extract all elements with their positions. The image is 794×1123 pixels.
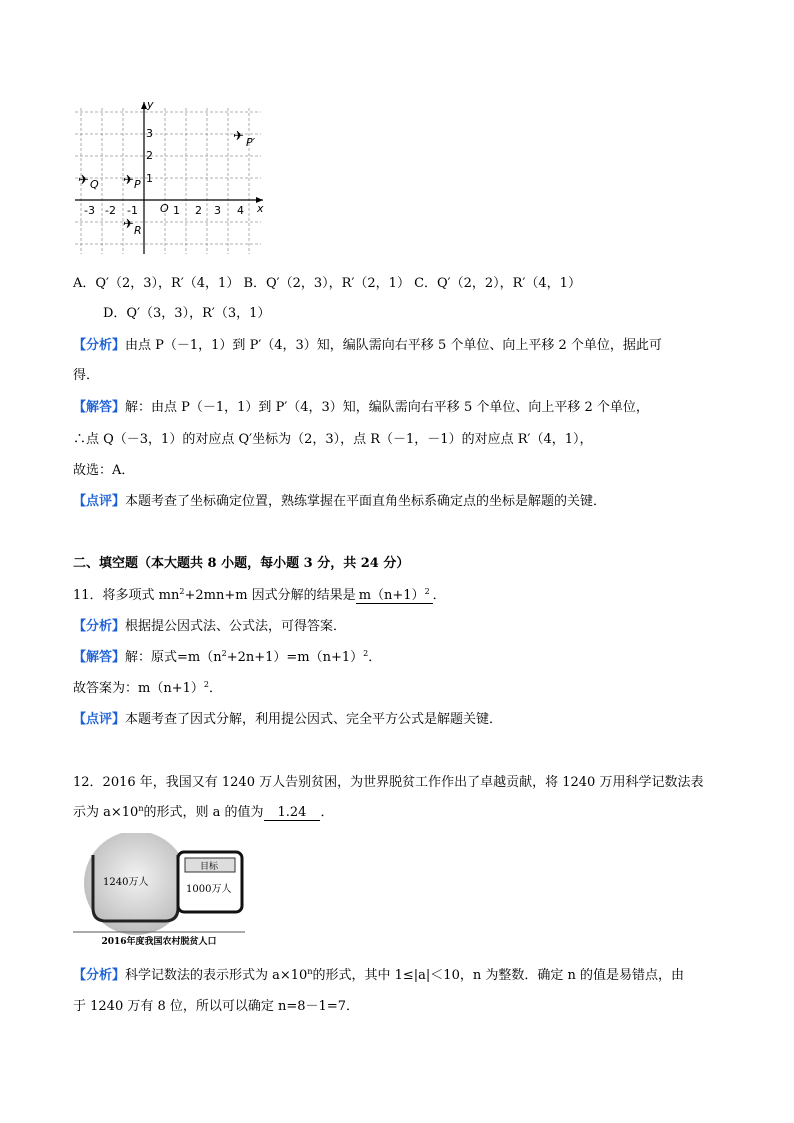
superscript: n — [307, 967, 313, 976]
solution-paragraph — [73, 646, 381, 665]
answer-blank — [356, 589, 433, 604]
x-tick-label: 4 — [237, 204, 244, 217]
analysis-text: 的形式，其中 1≤|a|＜10，n 为整数．确定 n 的值是易错点，由 — [312, 968, 684, 983]
solution-text: ∴点 Q（－3，1）的对应点 Q′坐标为（2，3），点 R（－1，－1）的对应点 R′（4，1）， — [73, 432, 593, 447]
superscript: 2 — [221, 649, 227, 658]
analysis-text: 科学记数法的表示形式为 a×10 — [125, 968, 308, 983]
analysis-text: 由点 P（－1，1）到 P′（4，3）知，编队需向右平移 5 个单位、向上平移 2 个单位，据此可 — [125, 338, 662, 353]
superscript: 2 — [179, 587, 185, 596]
solution-text: 解：原式=m（n — [125, 650, 222, 665]
question-text: ． — [320, 805, 334, 820]
question-11 — [73, 584, 446, 604]
solution-text: +2n+1）=m（n+1） — [226, 650, 364, 665]
solution-paragraph — [73, 396, 649, 415]
comment-paragraph — [73, 490, 606, 509]
y-tick-label: 3 — [146, 127, 153, 140]
plane-icon: ✈ — [123, 173, 134, 188]
target-value: 1000万人 — [186, 884, 232, 895]
target-title: 目标 — [200, 862, 219, 872]
comment-paragraph — [73, 708, 502, 727]
analysis-text: 根据提公因式法、公式法，可得答案． — [125, 619, 347, 634]
superscript: 2 — [363, 649, 369, 658]
analysis-paragraph — [73, 334, 662, 353]
y-axis-label: y — [147, 98, 154, 111]
solution-text: 解：由点 P（－1，1）到 P′（4，3）知，编队需向右平移 5 个单位、向上平移 2 个单位， — [125, 400, 649, 415]
answer-line — [73, 677, 222, 696]
comment-text: 本题考查了坐标确定位置，熟练掌握在平面直角坐标系确定点的坐标是解题的关键． — [125, 494, 607, 509]
x-tick-label: 2 — [195, 204, 202, 217]
bowl-label: 1240万人 — [103, 877, 149, 888]
point-label-p-prime: P′ — [246, 136, 256, 149]
solution-tag: 【解答】 — [73, 650, 126, 665]
solution-tag: 【解答】 — [73, 400, 126, 415]
question-text: 11．将多项式 mn — [73, 588, 180, 603]
section-heading: 二、填空题（本大题共 8 小题，每小题 3 分，共 24 分） — [73, 556, 410, 571]
answer-text: m（n+1） — [358, 588, 425, 603]
options-line: A．Q′（2，3），R′（4，1） B．Q′（2，3），R′（2，1） C．Q′（2，2），R′（4，1） — [73, 276, 581, 291]
analysis-text: 得． — [73, 368, 100, 383]
solution-text: ． — [368, 650, 382, 665]
poverty-figure — [73, 833, 245, 947]
plane-icon: ✈ — [78, 173, 89, 188]
x-tick-label: -1 — [127, 204, 138, 217]
comment-tag: 【点评】 — [73, 494, 126, 509]
solution-text: 故选：A． — [73, 463, 135, 478]
coordinate-grid-figure — [73, 98, 267, 258]
question-text: 示为 a×10 — [73, 805, 139, 820]
superscript: 2 — [203, 680, 209, 689]
x-tick-label: 3 — [214, 204, 221, 217]
x-axis-label: x — [257, 202, 264, 215]
x-tick-label: 1 — [173, 204, 180, 217]
plane-icon: ✈ — [123, 217, 134, 232]
y-tick-label: 1 — [146, 172, 153, 185]
plane-icon: ✈ — [233, 129, 244, 144]
point-label-r: R — [134, 224, 142, 237]
point-label-q: Q — [90, 178, 99, 191]
point-label-p: P — [134, 178, 141, 191]
analysis-tag: 【分析】 — [73, 619, 126, 634]
answer-blank — [264, 806, 321, 821]
comment-tag: 【点评】 — [73, 712, 126, 727]
analysis-tag: 【分析】 — [73, 968, 126, 983]
analysis-paragraph — [73, 964, 684, 983]
question-12-line2 — [73, 801, 333, 821]
analysis-text: 于 1240 万有 8 位，所以可以确定 n=8－1=7． — [73, 999, 359, 1014]
question-text: ． — [432, 588, 446, 603]
figure-caption: 2016年度我国农村脱贫人口 — [101, 937, 217, 947]
analysis-paragraph — [73, 615, 346, 634]
x-tick-label: -3 — [84, 204, 95, 217]
y-tick-label: 2 — [146, 149, 153, 162]
answer-text: 1.24 — [277, 805, 307, 820]
answer-text: ． — [208, 681, 222, 696]
superscript: n — [138, 804, 144, 813]
question-12: 12．2016 年，我国又有 1240 万人告别贫困，为世界脱贫工作作出了卓越贡献，将 1240 万用科学记数法表 — [73, 775, 704, 790]
analysis-tag: 【分析】 — [73, 338, 126, 353]
origin-label: O — [160, 202, 169, 215]
question-text: 的形式，则 a 的值为 — [143, 805, 264, 820]
comment-text: 本题考查了因式分解，利用提公因式、完全平方公式是解题关键． — [125, 712, 503, 727]
superscript: 2 — [424, 587, 430, 596]
x-tick-label: -2 — [105, 204, 116, 217]
answer-text: 故答案为：m（n+1） — [73, 681, 204, 696]
question-text: +2mn+m 因式分解的结果是 — [184, 588, 356, 603]
options-line: D．Q′（3，3），R′（3，1） — [103, 306, 271, 321]
